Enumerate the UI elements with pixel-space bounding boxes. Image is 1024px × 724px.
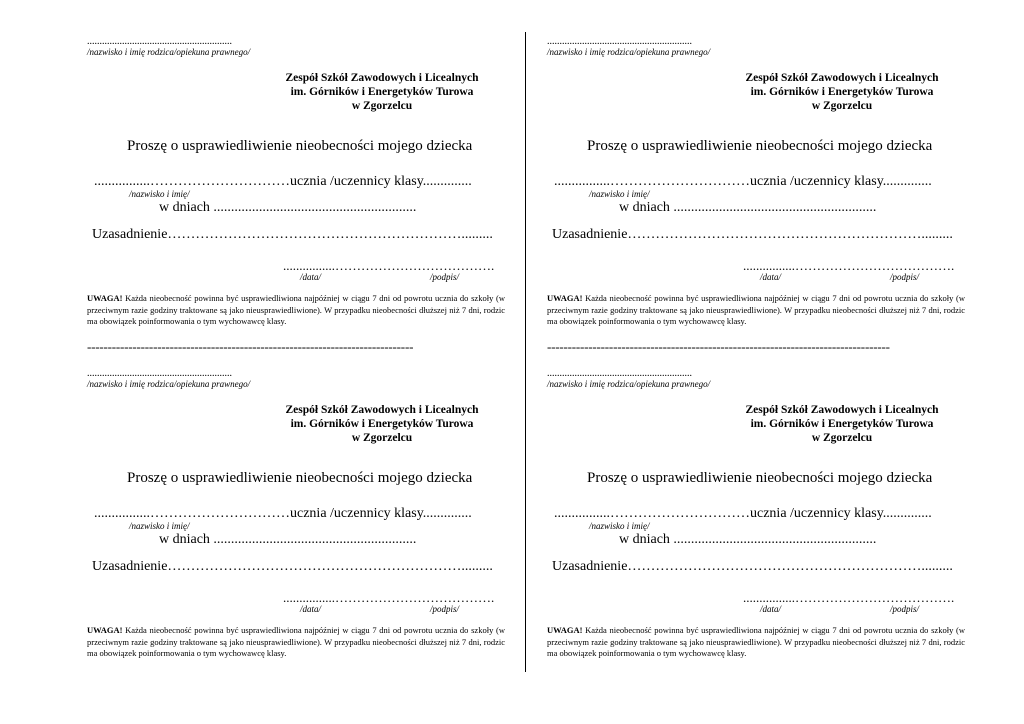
student-class-field[interactable]: ................…………………………ucznia /uczennicy klasy.............. [554, 506, 932, 521]
date-caption: /data/ [300, 272, 322, 282]
student-class-field[interactable]: ................…………………………ucznia /uczennicy klasy.............. [94, 174, 472, 189]
days-field[interactable]: w dniach .......................................................... [619, 532, 877, 547]
note-text: Każda nieobecność powinna być usprawiedliwiona najpóźniej w ciągu 7 dni od powrotu ucznia do szkoły (w przeciwnym razie godziny traktowane są jako nieusprawiedliwione). W przypadku nieobecności dłuższej niż 7 dni, rodzic ma obowiązek poinformowania o tym wychowawcę klasy. [547, 293, 965, 326]
note-text: Każda nieobecność powinna być usprawiedliwiona najpóźniej w ciągu 7 dni od powrotu ucznia do szkoły (w przeciwnym razie godziny traktowane są jako nieusprawiedliwione). W przypadku nieobecności dłuższej niż 7 dni, rodzic ma obowiązek poinformowania o tym wychowawcę klasy. [547, 625, 965, 658]
student-name-caption: /nazwisko i imię/ [129, 189, 190, 199]
date-caption: /data/ [760, 272, 782, 282]
note-text: Każda nieobecność powinna być usprawiedliwiona najpóźniej w ciągu 7 dni od powrotu ucznia do szkoły (w przeciwnym razie godziny traktowane są jako nieusprawiedliwione). W przypadku nieobecności dłuższej niż 7 dni, rodzic ma obowiązek poinformowania o tym wychowawcę klasy. [87, 293, 505, 326]
reason-field[interactable]: Uzasadnienie………………………………………………………......... [92, 227, 493, 242]
note-paragraph [547, 625, 965, 660]
parent-name-caption: /nazwisko i imię rodzica/opiekuna prawnego/ [547, 379, 711, 389]
student-name-caption: /nazwisko i imię/ [589, 521, 650, 531]
school-name: Zespół Szkół Zawodowych i Licealnych im. Górników i Energetyków Turowa w Zgorzelcu [285, 72, 479, 112]
days-field[interactable]: w dniach .......................................................... [619, 200, 877, 215]
reason-field[interactable]: Uzasadnienie………………………………………………………......... [92, 559, 493, 574]
parent-name-field[interactable]: .......................................................... [547, 36, 692, 47]
school-name: Zespół Szkół Zawodowych i Licealnych im. Górników i Energetyków Turowa w Zgorzelcu [285, 404, 479, 444]
excuse-form-top-left [87, 36, 517, 336]
reason-field[interactable]: Uzasadnienie………………………………………………………......... [552, 559, 953, 574]
parent-name-caption: /nazwisko i imię rodzica/opiekuna prawnego/ [547, 47, 711, 57]
parent-name-field[interactable]: .......................................................... [87, 36, 232, 47]
days-field[interactable]: w dniach .......................................................... [159, 532, 417, 547]
date-signature-field[interactable]: ................………………………………. [743, 590, 955, 605]
student-class-field[interactable]: ................…………………………ucznia /uczennicy klasy.............. [554, 174, 932, 189]
excuse-form-bottom-left [87, 368, 517, 668]
request-text: Proszę o usprawiedliwienie nieobecności mojego dziecka [587, 470, 933, 486]
reason-field[interactable]: Uzasadnienie………………………………………………………......... [552, 227, 953, 242]
student-name-caption: /nazwisko i imię/ [589, 189, 650, 199]
signature-caption: /podpis/ [430, 604, 460, 614]
note-paragraph [547, 293, 965, 328]
student-name-caption: /nazwisko i imię/ [129, 521, 190, 531]
note-paragraph [87, 625, 505, 660]
note-label: UWAGA! [547, 625, 583, 635]
note-label: UWAGA! [87, 293, 123, 303]
days-field[interactable]: w dniach .......................................................... [159, 200, 417, 215]
parent-name-field[interactable]: .......................................................... [87, 368, 232, 379]
signature-caption: /podpis/ [430, 272, 460, 282]
excuse-form-bottom-right [547, 368, 977, 668]
date-signature-field[interactable]: ................………………………………. [283, 590, 495, 605]
date-signature-field[interactable]: ................………………………………. [283, 258, 495, 273]
page-divider [525, 32, 526, 672]
date-caption: /data/ [300, 604, 322, 614]
date-caption: /data/ [760, 604, 782, 614]
request-text: Proszę o usprawiedliwienie nieobecności mojego dziecka [127, 470, 473, 486]
excuse-form-top-right [547, 36, 977, 336]
parent-name-field[interactable]: .......................................................... [547, 368, 692, 379]
request-text: Proszę o usprawiedliwienie nieobecności mojego dziecka [587, 138, 933, 154]
school-name: Zespół Szkół Zawodowych i Licealnych im. Górników i Energetyków Turowa w Zgorzelcu [745, 72, 939, 112]
school-name: Zespół Szkół Zawodowych i Licealnych im. Górników i Energetyków Turowa w Zgorzelcu [745, 404, 939, 444]
date-signature-field[interactable]: ................………………………………. [743, 258, 955, 273]
cut-line-left: ------------------------------------------------------------------------------- [87, 339, 414, 354]
request-text: Proszę o usprawiedliwienie nieobecności mojego dziecka [127, 138, 473, 154]
note-label: UWAGA! [87, 625, 123, 635]
parent-name-caption: /nazwisko i imię rodzica/opiekuna prawnego/ [87, 47, 251, 57]
signature-caption: /podpis/ [890, 604, 920, 614]
signature-caption: /podpis/ [890, 272, 920, 282]
note-text: Każda nieobecność powinna być usprawiedliwiona najpóźniej w ciągu 7 dni od powrotu ucznia do szkoły (w przeciwnym razie godziny traktowane są jako nieusprawiedliwione). W przypadku nieobecności dłuższej niż 7 dni, rodzic ma obowiązek poinformowania o tym wychowawcę klasy. [87, 625, 505, 658]
note-paragraph [87, 293, 505, 328]
student-class-field[interactable]: ................…………………………ucznia /uczennicy klasy.............. [94, 506, 472, 521]
parent-name-caption: /nazwisko i imię rodzica/opiekuna prawnego/ [87, 379, 251, 389]
cut-line-right: ----------------------------------------------------------------------------------- [547, 339, 890, 354]
note-label: UWAGA! [547, 293, 583, 303]
